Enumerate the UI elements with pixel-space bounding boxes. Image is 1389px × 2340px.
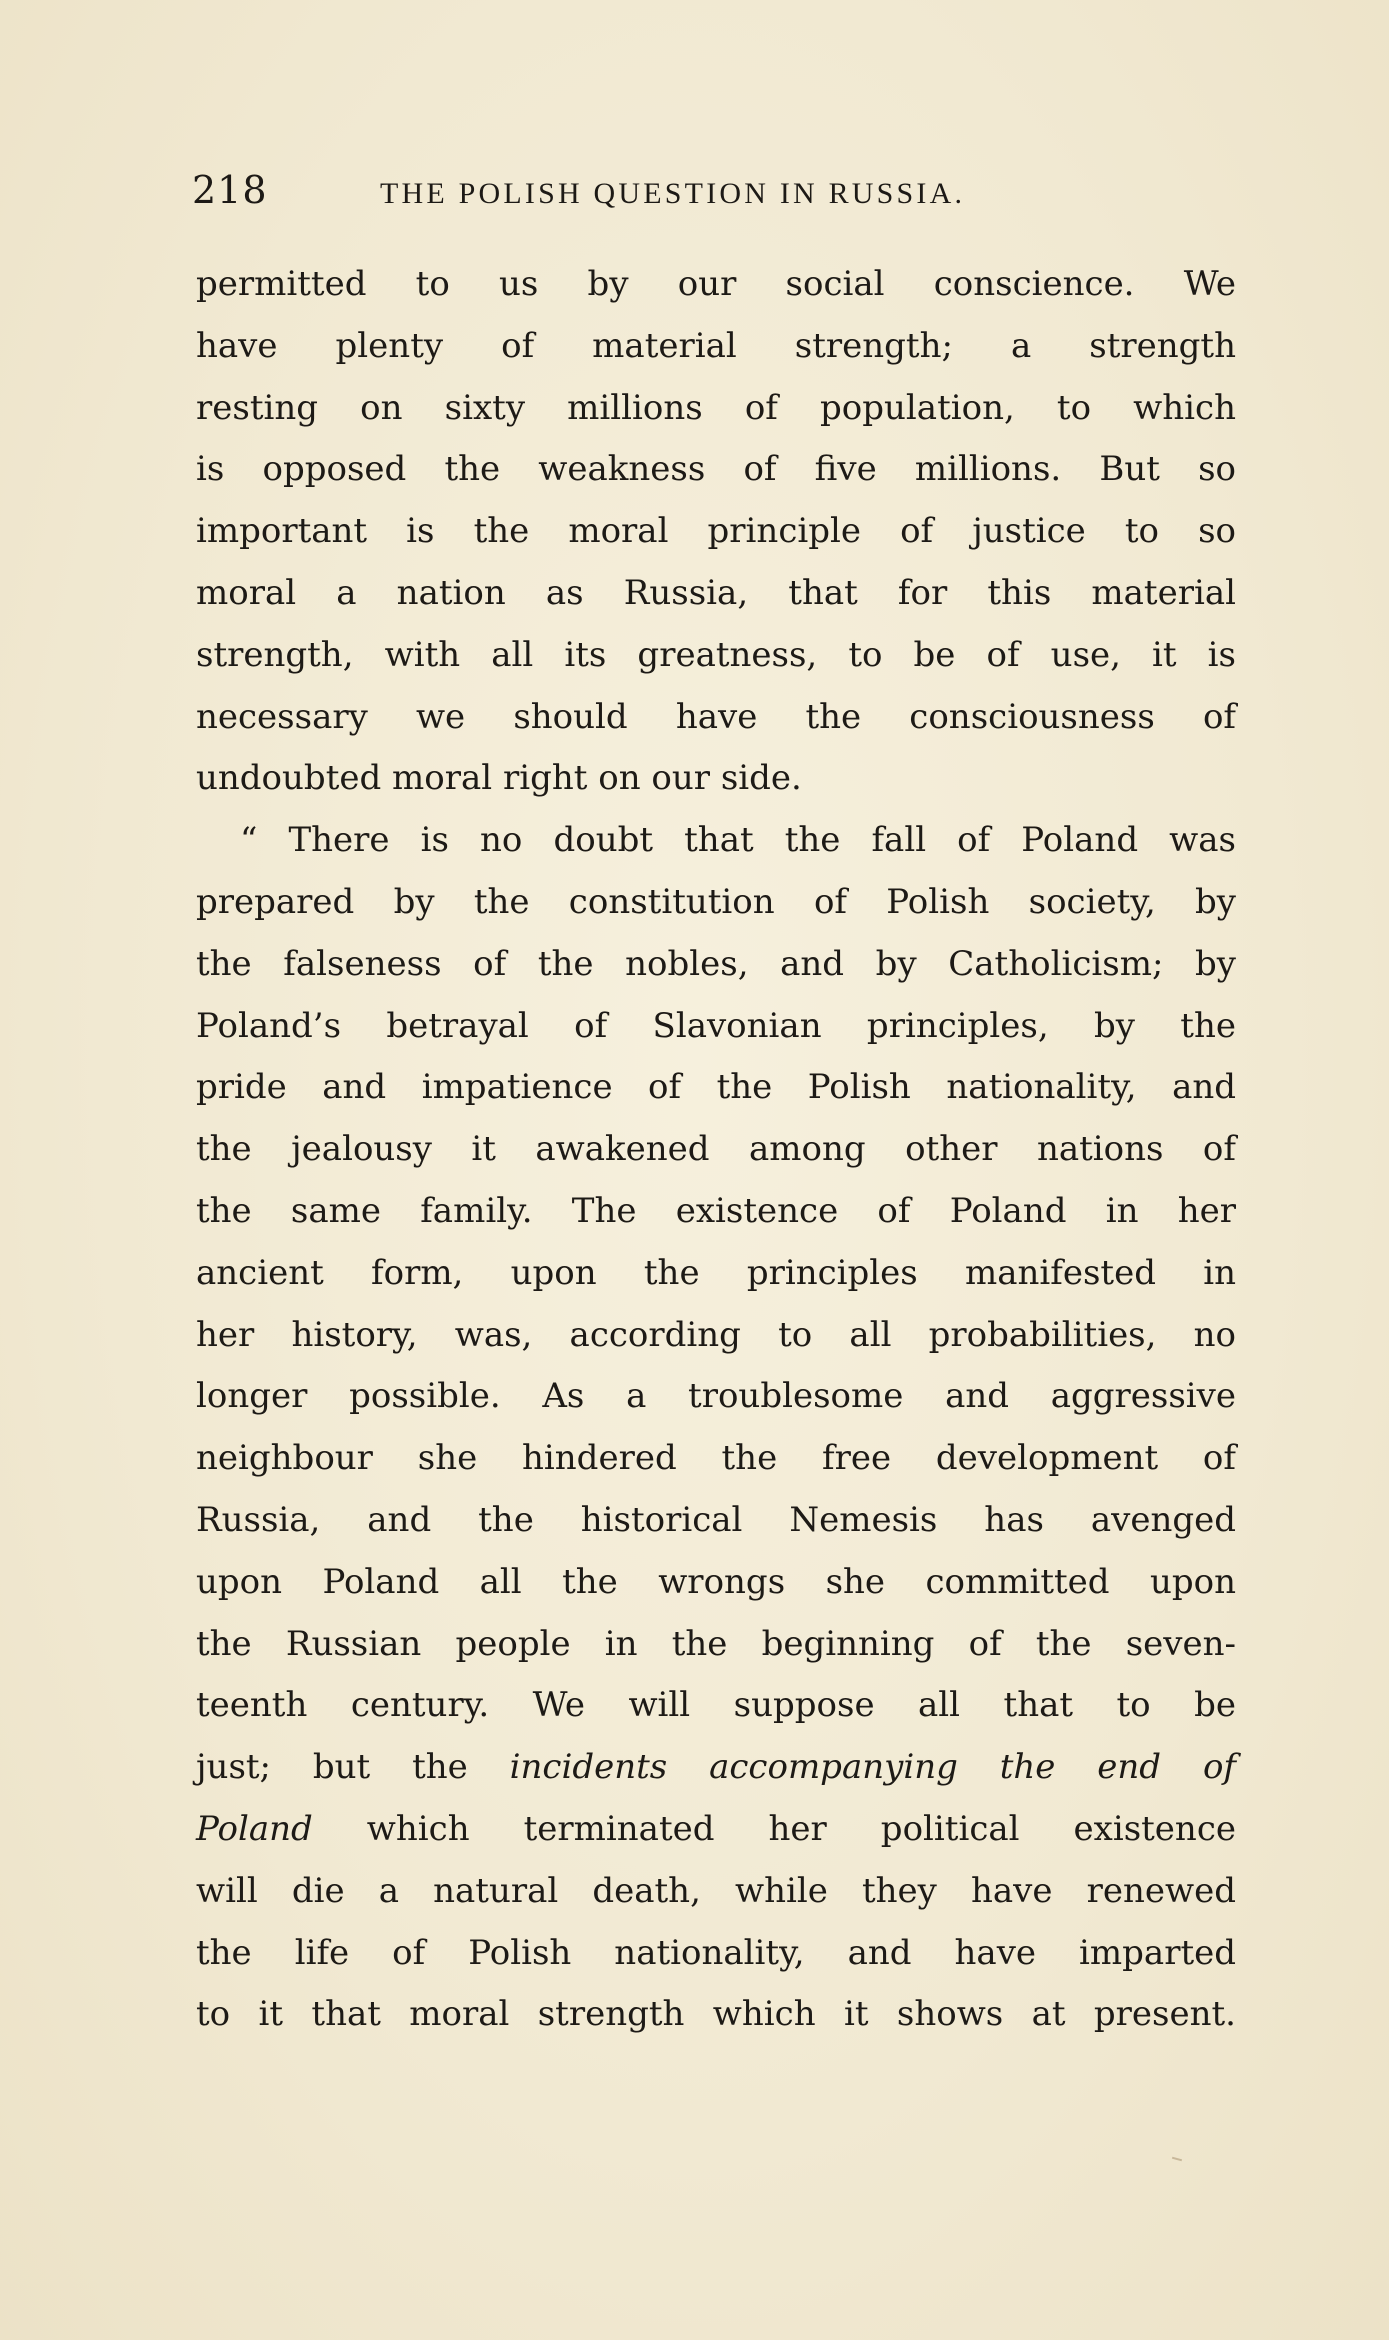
text-line: neighbour she hindered the free development of — [196, 1438, 1236, 1479]
line-roman-part: just; but the — [196, 1747, 510, 1788]
text-line: moral a nation as Russia, that for this material — [196, 572, 1236, 613]
text-line: longer possible. As a troublesome and aggressive — [196, 1376, 1236, 1417]
text-line: the Russian people in the beginning of the seven- — [196, 1623, 1236, 1664]
text-line: resting on sixty millions of population, to which — [196, 387, 1236, 428]
page-number: 218 — [192, 168, 268, 212]
text-line: will die a natural death, while they have renewed — [196, 1870, 1236, 1911]
text-line: upon Poland all the wrongs she committed upon — [196, 1561, 1236, 1602]
text-line: have plenty of material strength; a strength — [196, 325, 1236, 366]
text-line: is opposed the weakness of five millions. But so — [196, 449, 1236, 490]
paragraph-last-line: undoubted moral right on our side. — [196, 758, 802, 799]
text-line: the life of Polish nationality, and have imparted — [196, 1932, 1236, 1973]
text-line: Russia, and the historical Nemesis has avenged — [196, 1499, 1236, 1540]
text-line: strength, with all its greatness, to be of use, it is — [196, 634, 1236, 675]
text-line: important is the moral principle of justice to so — [196, 511, 1236, 552]
text-line: pride and impatience of the Polish nationality, and — [196, 1067, 1236, 1108]
paragraph-first-line: “ There is no doubt that the fall of Poland was — [240, 820, 1236, 861]
text-line: her history, was, according to all probabilities, no — [196, 1314, 1236, 1355]
text-line: the falseness of the nobles, and by Catholicism; by — [196, 943, 1236, 984]
paragraph-last-line: to it that moral strength which it shows at present. — [196, 1994, 1236, 2035]
text-line: teenth century. We will suppose all that to be — [196, 1685, 1236, 1726]
line-roman-part: which terminated her political existence — [312, 1808, 1236, 1849]
text-line: necessary we should have the consciousness of — [196, 696, 1236, 737]
body-text — [196, 254, 1236, 2046]
text-line: the same family. The existence of Poland in her — [196, 1190, 1236, 1231]
text-line-with-italic — [196, 1737, 1236, 1799]
paper-speck — [1172, 2157, 1182, 2162]
text-line: the jealousy it awakened among other nations of — [196, 1129, 1236, 1170]
text-line: permitted to us by our social conscience. We — [196, 264, 1236, 304]
running-head — [192, 168, 1232, 218]
text-line: Poland’s betrayal of Slavonian principles, by the — [196, 1005, 1236, 1046]
italic-phrase: incidents accompanying the end of — [509, 1747, 1237, 1788]
text-line-with-italic — [196, 1799, 1236, 1861]
running-title: THE POLISH QUESTION IN RUSSIA. — [380, 177, 966, 210]
text-line: ancient form, upon the principles manifested in — [196, 1252, 1236, 1293]
italic-phrase: Poland — [196, 1808, 313, 1849]
text-line: prepared by the constitution of Polish society, by — [196, 881, 1236, 922]
